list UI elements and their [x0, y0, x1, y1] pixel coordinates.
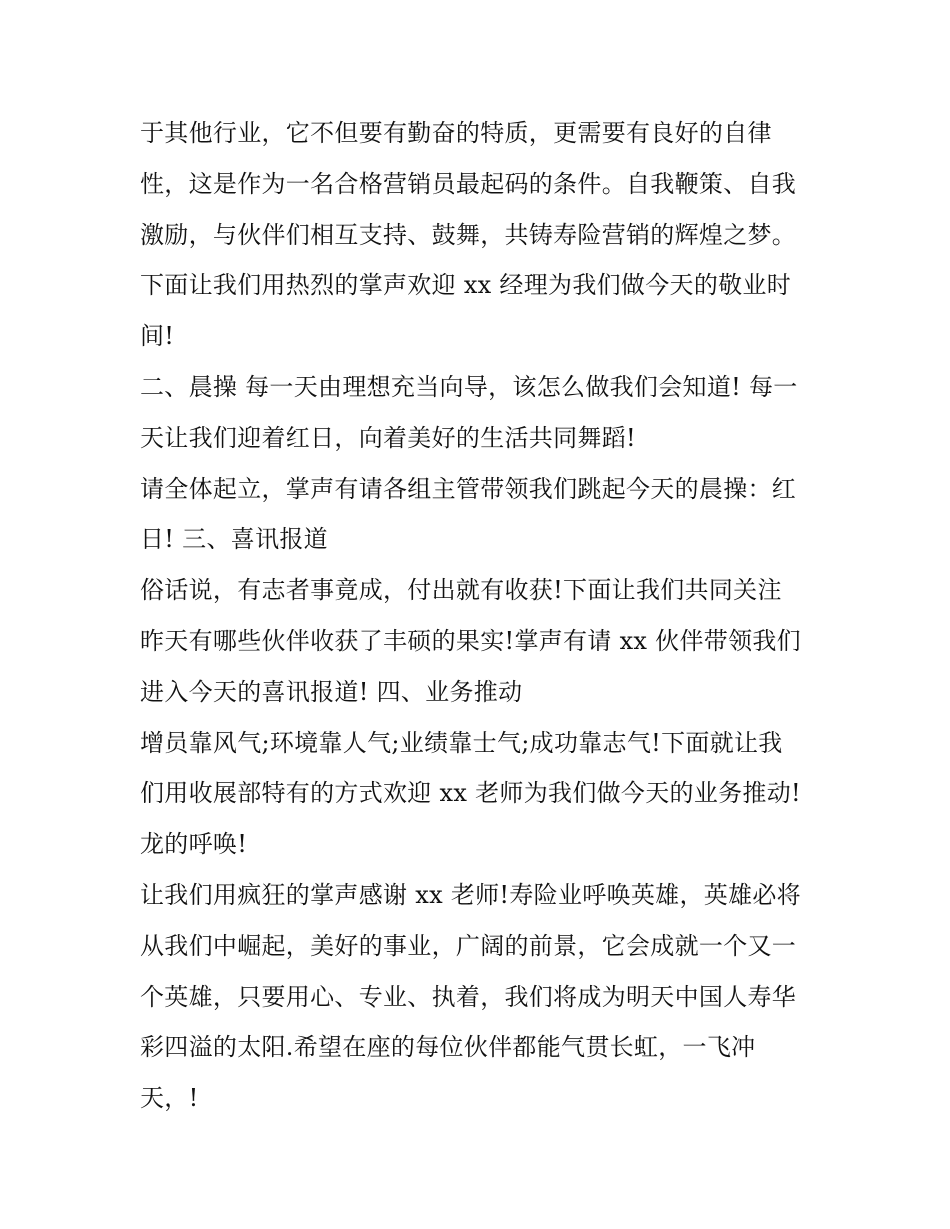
text-line: 天让我们迎着红日，向着美好的生活共同舞蹈! [140, 423, 636, 452]
text-line: 俗话说，有志者事竟成，付出就有收获!下面让我们共同关注 [140, 576, 782, 605]
text-line: 们用收展部特有的方式欢迎 xx 老师为我们做今天的业务推动! [140, 779, 801, 808]
text-line: 彩四溢的太阳.希望在座的每位伙伴都能气贯长虹，一飞冲 [140, 1033, 756, 1062]
text-line: 从我们中崛起，美好的事业，广阔的前景，它会成就一个又一 [140, 931, 797, 960]
text-line: 日! 三、喜讯报道 [140, 525, 328, 554]
text-line: 昨天有哪些伙伴收获了丰硕的果实!掌声有请 xx 伙伴带领我们 [140, 626, 801, 655]
text-line: 让我们用疯狂的掌声感谢 xx 老师!寿险业呼唤英雄，英雄必将 [140, 880, 801, 909]
text-line: 于其他行业，它不但要有勤奋的特质，更需要有良好的自律 [140, 119, 772, 147]
text-line: 个英雄，只要用心、专业、执着，我们将成为明天中国人寿华 [140, 982, 797, 1011]
text-line: 请全体起立，掌声有请各组主管带领我们跳起今天的晨操：红 [140, 474, 797, 503]
text-line: 天，! [140, 1084, 199, 1113]
text-line: 龙的呼唤! [140, 830, 248, 859]
text-line: 进入今天的喜讯报道! 四、业务推动 [140, 677, 523, 706]
text-line: 性，这是作为一名合格营销员最起码的条件。自我鞭策、自我 [140, 169, 797, 198]
text-line: 下面让我们用热烈的掌声欢迎 xx 经理为我们做今天的敬业时 [140, 271, 792, 300]
body-text [140, 108, 830, 1124]
text-line: 间! [140, 322, 175, 351]
text-line: 增员靠风气;环境靠人气;业绩靠士气;成功靠志气!下面就让我 [140, 728, 783, 757]
text-line: 二、晨操 每一天由理想充当向导，该怎么做我们会知道! 每一 [140, 372, 798, 401]
text-line: 激励，与伙伴们相互支持、鼓舞，共铸寿险营销的辉煌之梦。 [140, 220, 797, 249]
